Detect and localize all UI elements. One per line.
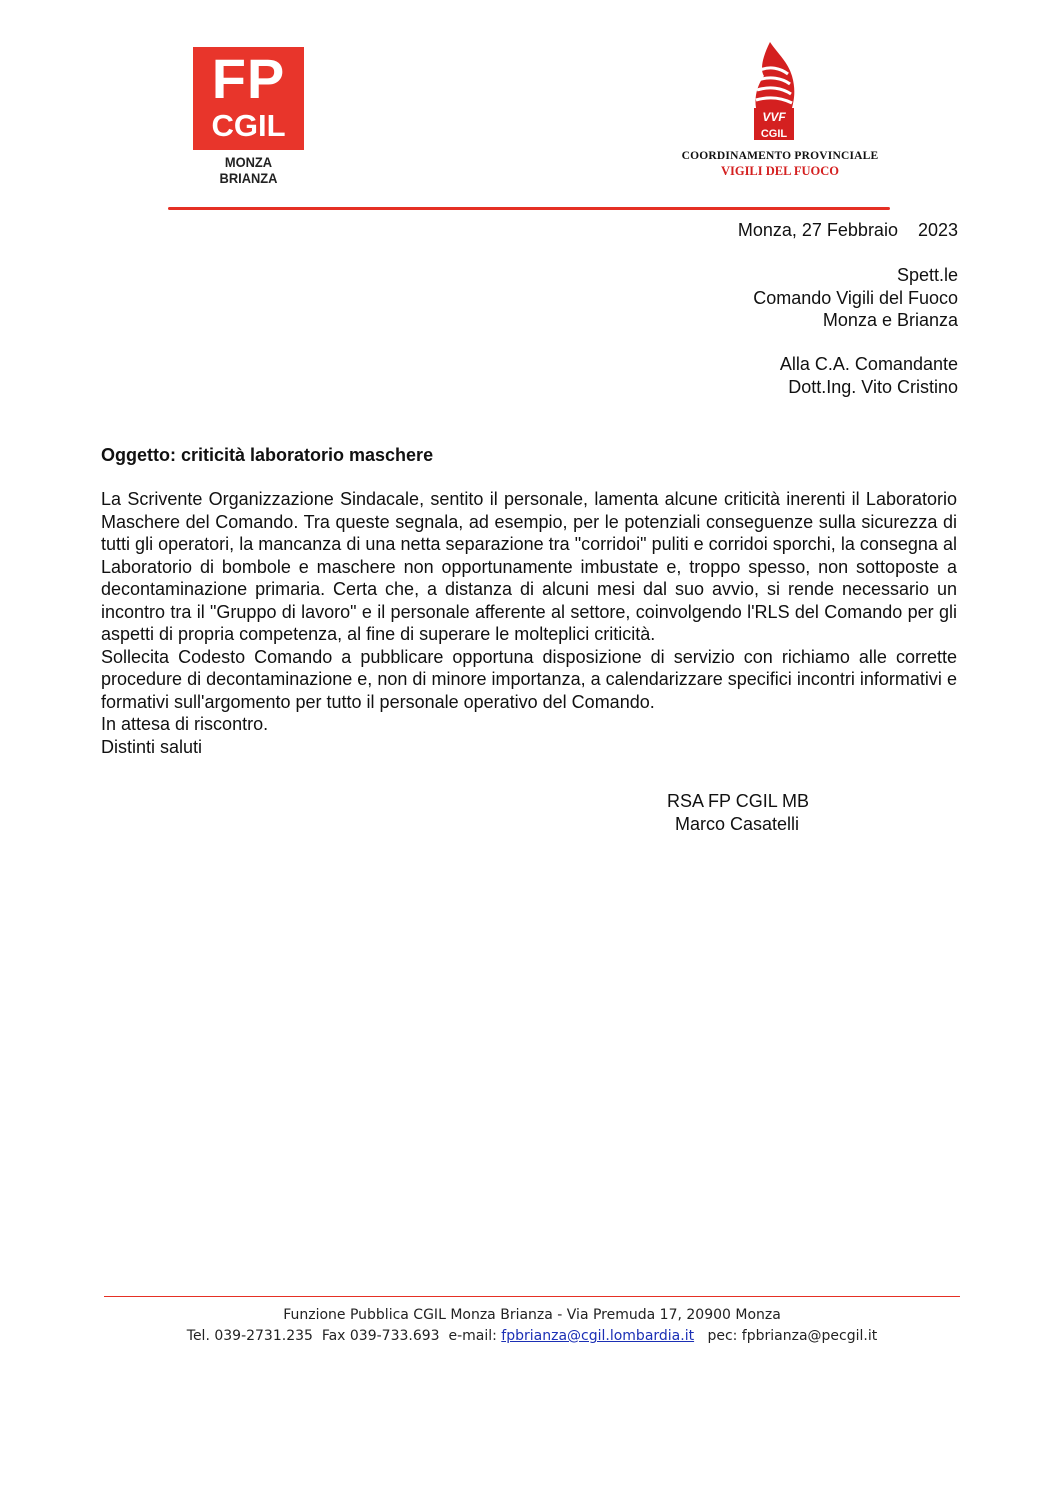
fp-logo-subtitle: MONZA BRIANZA xyxy=(219,154,278,186)
fp-cgil-logo xyxy=(193,47,304,150)
recipient-block xyxy=(753,264,958,332)
closing-line-2: Distinti saluti xyxy=(101,736,203,757)
letter-body xyxy=(101,488,957,758)
vvf-cgil-text: CGIL xyxy=(760,128,788,140)
body-paragraph-1: La Scrivente Organizzazione Sindacale, sentito il personale, lamenta alcune criticità inerenti il Laboratorio Maschere del Comando. Tra queste segnala, ad esempio, per le potenziali conseguenze sulla sicurezza di tutti gli operatori, la mancanza di una netta separazione tra "corridoi" puliti e corridoi sporchi, la consegna al Laboratorio di bombole e maschere non opportunamente imbustate e, troppo spesso, non sottoposte a decontaminazione primaria. Certa che, a distanza di alcuni mesi dal suo avvio, si rende necessario un incontro tra il "Gruppo di lavoro" e il personale afferente al settore, coinvolgendo l'RLS del Comando per gli aspetti di propria competenza, al fine di superare le molteplici criticità. xyxy=(101,489,957,644)
footer-divider xyxy=(104,1296,960,1297)
vvf-vigili-label: VIGILI DEL FUOCO xyxy=(720,164,840,178)
signature-name: Marco Casatelli xyxy=(675,814,800,834)
footer-address: Funzione Pubblica CGIL Monza Brianza - Via Premuda 17, 20900 Monza xyxy=(283,1307,781,1323)
date-text: Monza, 27 Febbraio xyxy=(737,220,898,240)
footer-contacts xyxy=(104,1326,960,1346)
attention-block xyxy=(780,353,958,398)
cgil-logo-text: CGIL xyxy=(211,108,286,143)
header-divider xyxy=(168,207,890,210)
closing-line-1: In attesa di riscontro. xyxy=(101,714,269,734)
fp-logo-text: FP xyxy=(211,47,286,110)
letter-date xyxy=(738,219,958,242)
footer-pec: pec: fpbrianza@pecgil.it xyxy=(694,1328,878,1344)
recipient-line: Spett.le xyxy=(896,265,958,285)
footer-email-link[interactable]: fpbrianza@cgil.lombardia.it xyxy=(501,1328,695,1344)
vvf-flame-logo xyxy=(748,40,800,146)
vvf-coordinamento-label: COORDINAMENTO PROVINCIALE xyxy=(681,150,879,162)
attention-line: Alla C.A. Comandante xyxy=(779,354,958,374)
letter-subject: Oggetto: criticità laboratorio maschere xyxy=(101,445,434,465)
signature-org: RSA FP CGIL MB xyxy=(667,791,810,811)
vvf-badge-text: VVF xyxy=(762,110,786,124)
footer-phone-fax: Tel. 039-2731.235 Fax 039-733.693 e-mail: xyxy=(186,1328,502,1344)
body-paragraph-2: Sollecita Codesto Comando a pubblicare opportuna disposizione di servizio con richiamo alle corrette procedure di decontaminazione e, non di minore importanza, a calendarizzare specifici incontri informativi e formativi sull'argomento per tutto il personale operativo del Comando. xyxy=(101,646,957,712)
recipient-line: Comando Vigili del Fuoco xyxy=(753,287,958,308)
recipient-line: Monza e Brianza xyxy=(822,310,958,330)
date-year: 2023 xyxy=(917,220,958,240)
attention-line: Dott.Ing. Vito Cristino xyxy=(788,376,958,397)
